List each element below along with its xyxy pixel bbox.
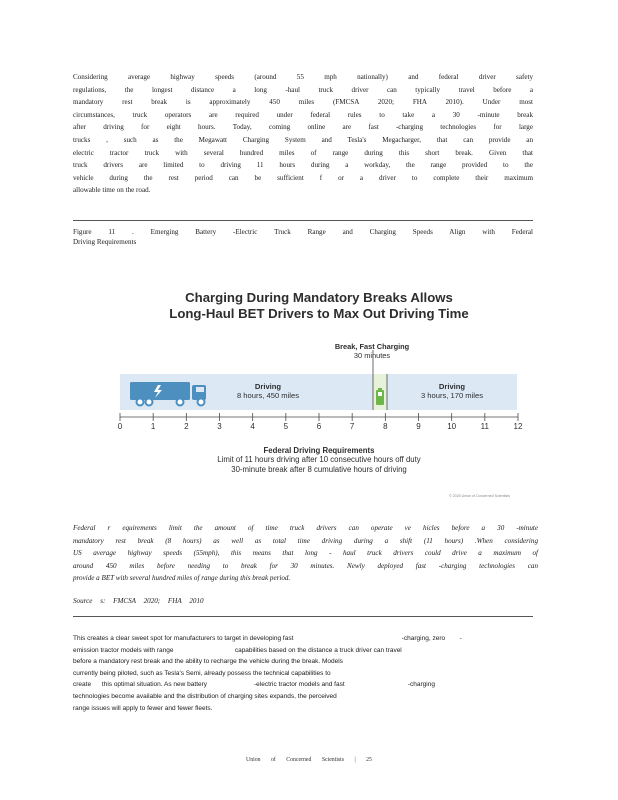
axis-tick-label: 11 <box>480 422 489 431</box>
requirements-line: 30-minute break after 8 cumulative hours of driving <box>231 464 407 474</box>
text-line: Considering average highway speeds (around 55 mph nationally) and federal driver safety <box>73 73 533 81</box>
text-line: electric tractor truck with several hundred miles of range during this short break. Given that <box>73 148 533 157</box>
axis-tick-label: 2 <box>184 422 189 431</box>
text-line: currently being piloted, such as Tesla's Semi, already possess the technical capabilities to <box>73 669 331 677</box>
closing-paragraph <box>73 633 541 714</box>
axis-tick-label: 5 <box>283 422 289 431</box>
axis-tick-label: 6 <box>316 422 322 431</box>
text-line: mandatory rest break is approximately 450 miles (FMCSA 2020; FHA 2010). Under most <box>73 98 533 107</box>
footer-separator: | <box>354 757 356 763</box>
text-line: range issues will apply to fewer and fewer fleets. <box>73 704 213 712</box>
copyright: © 2025 Union of Concerned Scientists <box>449 494 510 498</box>
figure-caption <box>73 227 533 247</box>
figure-title-line: Charging During Mandatory Breaks Allows <box>185 290 453 305</box>
break-label <box>322 342 422 360</box>
text-line: emission tractor models with range capabilities based on the distance a truck driver can travel <box>73 646 402 654</box>
text-line: US average highway speeds (55mph), this means that long - haul truck drivers could drive a maximum of <box>73 549 538 558</box>
segment-label: Driving <box>438 382 466 391</box>
figure-description <box>73 522 538 585</box>
axis-tick-label: 1 <box>150 422 156 431</box>
divider <box>73 616 533 617</box>
text-line: mandatory rest break (8 hours) as well as total time driving during a shift (11 hours) .When considering <box>73 536 538 545</box>
text-line: Federal r equirements limit the amount of time truck drivers can operate ve hicles before a 30 -minute <box>73 524 538 532</box>
axis-tick-label: 3 <box>217 422 222 431</box>
driving-segment-1 <box>208 382 328 400</box>
text-line: trucks , such as the Megawatt Charging System and Tesla's Megacharger, that can provide an <box>73 135 533 144</box>
text-line: technologies become available and the distribution of charging sites expands, the perceived <box>73 692 337 700</box>
requirements-title: Federal Driving Requirements <box>263 446 375 455</box>
text-line: around 450 miles before needing to break for 30 minutes. Newly deployed fast -charging technologies can <box>73 561 538 570</box>
intro-paragraph <box>73 71 533 197</box>
segment-label: Driving <box>254 382 282 391</box>
axis-tick-label: 7 <box>349 422 355 431</box>
axis-tick-label: 4 <box>250 422 255 431</box>
caption-line: Figure 11 . Emerging Battery -Electric Truck Range and Charging Speeds Align with Federal <box>73 228 533 236</box>
axis-tick-label: 12 <box>513 422 523 431</box>
text-line: regulations, the longest distance a long -haul truck driver can typically travel before a <box>73 85 533 94</box>
text-line: before a mandatory rest break and the ability to recharge the vehicle during the break. Models <box>73 658 343 666</box>
requirements-line: Limit of 11 hours driving after 10 consecutive hours off duty <box>217 455 421 465</box>
page-number: 25 <box>366 757 372 763</box>
divider <box>73 220 533 221</box>
figure <box>117 286 523 508</box>
break-label-line: Break, Fast Charging <box>334 342 410 351</box>
figure-title-line: Long-Haul BET Drivers to Max Out Driving Time <box>169 306 469 321</box>
text-line: allowable time on the road. <box>73 186 151 195</box>
caption-line: Driving Requirements <box>73 238 137 246</box>
axis-tick-label: 0 <box>117 422 123 431</box>
axis-tick-label: 10 <box>447 422 457 431</box>
driving-segment-2 <box>392 382 512 400</box>
text-line: after driving for eight hours. Today, coming online are fast -charging technologies for large <box>73 123 533 132</box>
text-line: vehicle during the rest period can be sufficient f or a driver to complete their maximum <box>73 173 533 182</box>
break-label-line: 30 minutes <box>353 351 391 360</box>
battery-icon <box>376 388 384 405</box>
footer-org: Union of Concerned Scientists <box>246 757 345 763</box>
page-footer <box>0 757 618 763</box>
text-line: circumstances, truck operators are required under federal rules to take a 30 -minute break <box>73 110 533 119</box>
text-line: This creates a clear sweet spot for manufacturers to target in developing fast -charging, zero - <box>73 635 462 642</box>
text-line: provide a BET with several hundred miles of range during this break period. <box>73 574 291 583</box>
segment-detail: 8 hours, 450 miles <box>236 391 300 400</box>
source-line: Source s: FMCSA 2020; FHA 2010 <box>73 597 204 605</box>
requirements-block <box>118 446 520 474</box>
text-line: create this optimal situation. As new battery -electric tractor models and fast -charging <box>73 681 435 689</box>
segment-detail: 3 hours, 170 miles <box>420 391 484 400</box>
axis-tick-label: 9 <box>416 422 421 431</box>
text-line: truck drivers are limited to driving 11 hours during a workday, the range provided to the <box>73 161 533 170</box>
axis-tick-label: 8 <box>383 422 388 431</box>
